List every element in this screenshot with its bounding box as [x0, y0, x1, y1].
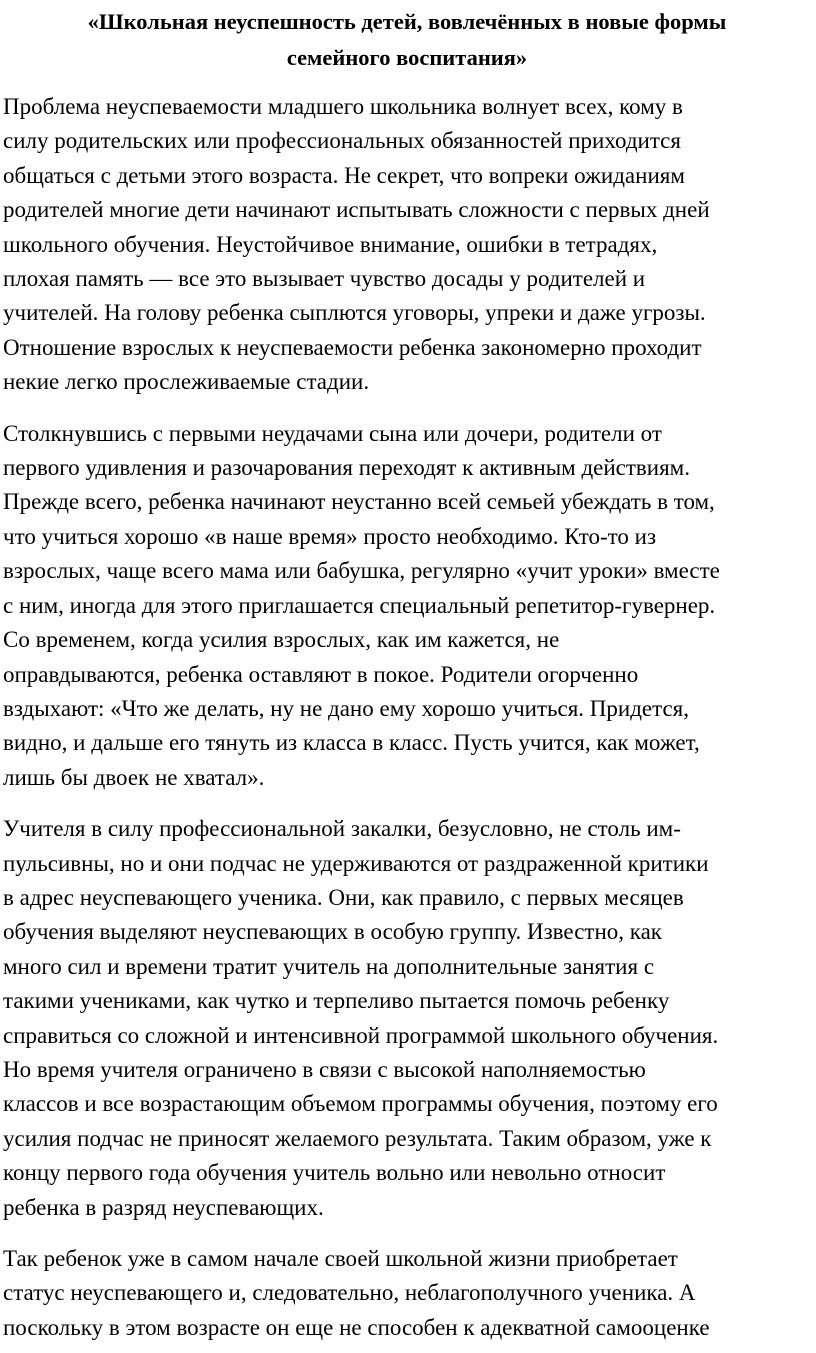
- paragraph-4: Так ребенок уже в самом начале своей школьной жизни приобретает статус неуспевающего и, следовательно, неблагополучного ученика. А поскольку в этом возрасте он еще не способен к адекватной самооценке: [3, 1246, 710, 1340]
- paragraph-2: Столкнувшись с первыми неудачами сына или дочери, родители от первого удивления и разочарования переходят к активным действиям. Прежде всего, ребенка начинают неустанно всей семьей убеждать в том, что учиться хорошо «в наше время» просто необходимо. Кто-то из взрослых, чаще всего мама или бабушка, регулярно «учит уроки» вместе с ним, иногда для этого приглашается специальный репетитор-гувернер. Со временем, когда усилия взрослых, как им кажется, не оправдываются, ребенка оставляют в покое. Родители огорченно вздыхают: «Что же делать, ну не дано ему хорошо учиться. Придется, видно, и дальше его тянуть из класса в класс. Пусть учится, как может, лишь бы двоек не хватал».: [3, 420, 720, 790]
- paragraph-1: Проблема неуспеваемости младшего школьника волнует всех, кому в силу родительских или профессиональных обязанностей приходится общаться с детьми этого возраста. Не секрет, что вопреки ожиданиям родителей многие дети начинают испытывать сложности с первых дней школьного обучения. Неустойчивое внимание, ошибки в тетрадях, плохая память — все это вызывает чувство досады у родителей и учителей. На голову ребенка сыплются уговоры, упреки и даже угрозы. Отношение взрослых к неуспеваемости ребенка закономерно проходит некие легко прослеживаемые стадии.: [3, 94, 710, 395]
- paragraph-3: Учителя в силу профессиональной закалки, безусловно, не столь им- пульсивны, но и они подчас не удерживаются от раздраженной критики в адрес неуспевающего ученика. Они, как правило, с первых месяцев обучения выделяют неуспевающих в особую группу. Известно, как много сил и времени тратит учитель на дополнительные занятия с такими учениками, как чутко и терпеливо пытается помочь ребенку справиться со сложной и интенсивной программой школьного обучения. Но время учителя ограничено в связи с высокой наполняемостью классов и все возрастающим объемом программы обучения, поэтому его усилия подчас не приносят желаемого результата. Таким образом, уже к концу первого года обучения учитель вольно или невольно относит ребенка в разряд неуспевающих.: [3, 816, 719, 1220]
- document-title: «Школьная неуспешность детей, вовлечённых в новые формы семейного воспитания»: [87, 9, 727, 70]
- document-page: [0, 4, 816, 1345]
